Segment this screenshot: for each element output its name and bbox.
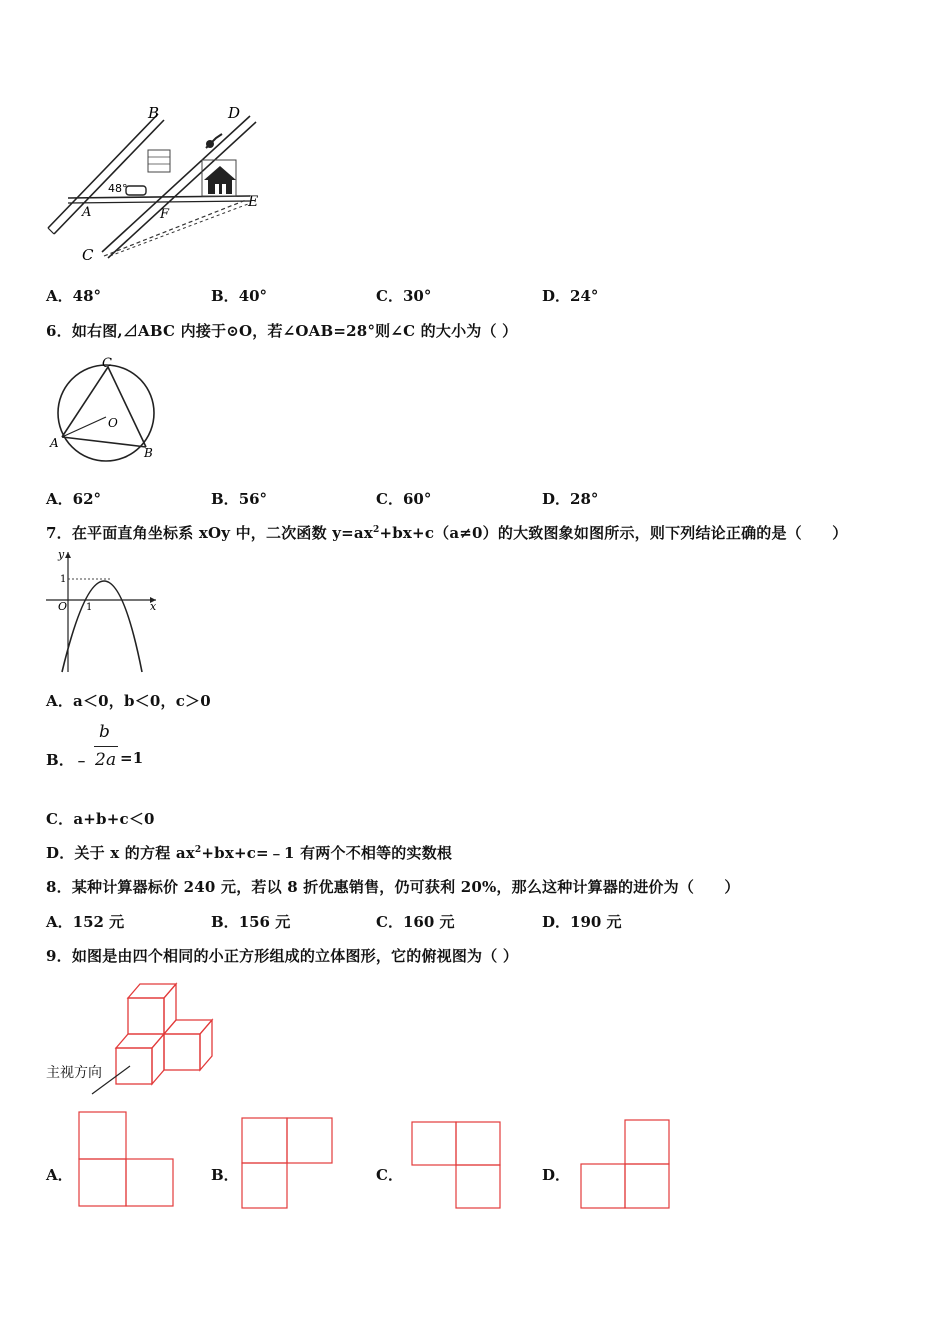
q5-option-d-letter: D．	[542, 287, 571, 305]
q7-label-1y: 1	[60, 574, 67, 585]
q7-option-b-denominator: 2a	[95, 750, 117, 770]
q6-label-C: C	[102, 356, 112, 371]
q5-angle-label: 48°	[108, 182, 128, 195]
q6-option-d-letter: D．	[542, 490, 571, 508]
q7-option-b-letter: B．	[46, 751, 75, 769]
q8-option-d-text: 190 元	[570, 913, 622, 931]
q6-option-c[interactable]	[376, 488, 431, 509]
q6-option-c-letter: C．	[376, 490, 403, 508]
q7-stem-pre: 7．在平面直角坐标系 xOy 中，二次函数 y=ax	[46, 524, 373, 542]
q6-option-a[interactable]	[46, 488, 101, 509]
q6-option-b-text: 56°	[238, 490, 268, 508]
q6-label-O: O	[108, 416, 118, 430]
q6-option-d-text: 28°	[570, 490, 599, 508]
q7-label-x: x	[150, 600, 157, 613]
q9-option-c-shape[interactable]	[412, 1120, 502, 1210]
q6-option-b[interactable]	[211, 488, 267, 509]
q7-label-1x: 1	[86, 602, 93, 613]
q5-label-A: A	[82, 205, 92, 220]
q9-option-d-letter: D．	[542, 1166, 571, 1184]
q5-option-a-letter: A．	[46, 287, 73, 305]
q9-option-b-shape[interactable]	[242, 1118, 334, 1210]
q7-stem-sup: 2	[372, 525, 380, 535]
q8-option-a[interactable]	[46, 911, 124, 932]
q7-option-d[interactable]	[46, 842, 452, 863]
q7-option-b-rest: =1	[120, 749, 144, 767]
q6-figure-circle-triangle	[46, 355, 166, 465]
q7-label-y: y	[58, 548, 65, 561]
q9-option-c[interactable]	[376, 1164, 403, 1185]
q7-stem-post: +bx+c（a≠0）的大致图象如图所示，则下列结论正确的是（ ）	[379, 524, 848, 542]
q9-option-d[interactable]	[542, 1164, 570, 1185]
q7-option-b-numerator: b	[99, 722, 111, 742]
q7-stem	[46, 522, 847, 543]
q8-option-d-letter: D．	[542, 913, 571, 931]
q7-option-a[interactable]: A．a＜0，b＜0，c＞0	[46, 692, 211, 710]
q5-label-F: F	[160, 207, 170, 222]
q5-option-c-letter: C．	[376, 287, 403, 305]
q8-option-a-letter: A．	[46, 913, 73, 931]
q9-option-b[interactable]	[211, 1164, 239, 1185]
q9-option-a[interactable]	[46, 1164, 73, 1185]
q7-label-O: O	[58, 600, 68, 613]
q5-option-d[interactable]	[542, 285, 598, 306]
q9-option-d-shape[interactable]	[581, 1120, 671, 1210]
q8-option-b[interactable]	[211, 911, 290, 932]
q9-option-a-letter: A．	[46, 1166, 73, 1184]
q8-option-d[interactable]	[542, 911, 622, 932]
q7-option-d-pre: D．关于 x 的方程 ax	[46, 844, 195, 862]
q9-view-direction-label: 主视方向	[46, 1065, 102, 1081]
q9-option-b-letter: B．	[211, 1166, 239, 1184]
q5-option-b-text: 40°	[238, 287, 268, 305]
q9-option-c-letter: C．	[376, 1166, 403, 1184]
q6-label-B: B	[144, 446, 153, 460]
q9-figure-cubes	[84, 980, 224, 1100]
q7-option-b-minus: ﹣	[74, 751, 90, 769]
q7-option-b[interactable]	[46, 722, 246, 772]
q6-label-A: A	[50, 436, 59, 450]
q5-option-c[interactable]	[376, 285, 431, 306]
q6-option-a-text: 62°	[72, 490, 102, 508]
q6-option-c-text: 60°	[402, 490, 432, 508]
q5-option-a-text: 48°	[72, 287, 102, 305]
q7-option-d-sup: 2	[194, 845, 202, 855]
q8-option-c-letter: C．	[376, 913, 403, 931]
q5-figure-parallel-roads	[40, 100, 280, 270]
q5-label-B: B	[148, 104, 160, 122]
q9-option-a-shape[interactable]	[79, 1112, 175, 1208]
q5-option-b-letter: B．	[211, 287, 239, 305]
q8-stem: 8．某种计算器标价 240 元，若以 8 折优惠销售，仍可获利 20%，那么这种计算器的进价为（ ）	[46, 878, 740, 896]
q5-option-c-text: 30°	[402, 287, 432, 305]
q7-figure-parabola	[44, 548, 164, 676]
q8-option-c[interactable]	[376, 911, 455, 932]
q7-option-b-fraction-bar	[94, 746, 118, 747]
q8-option-b-text: 156 元	[238, 913, 291, 931]
q5-option-d-text: 24°	[570, 287, 599, 305]
q5-option-a[interactable]	[46, 285, 101, 306]
q8-option-b-letter: B．	[211, 913, 239, 931]
q8-option-c-text: 160 元	[402, 913, 455, 931]
q5-label-C: C	[82, 246, 94, 264]
q6-option-d[interactable]	[542, 488, 598, 509]
q6-stem: 6．如右图,⊿ABC 内接于⊙O，若∠OAB=28°则∠C 的大小为（ ）	[46, 322, 518, 340]
q9-stem: 9．如图是由四个相同的小正方形组成的立体图形，它的俯视图为（ ）	[46, 947, 519, 965]
q5-label-D: D	[228, 104, 241, 122]
q7-option-c[interactable]: C．a+b+c＜0	[46, 810, 155, 828]
q6-option-b-letter: B．	[211, 490, 239, 508]
q5-label-E: E	[248, 194, 259, 210]
q8-option-a-text: 152 元	[72, 913, 125, 931]
q7-option-d-post: +bx+c=﹣1 有两个不相等的实数根	[201, 844, 453, 862]
q6-option-a-letter: A．	[46, 490, 73, 508]
q5-option-b[interactable]	[211, 285, 267, 306]
